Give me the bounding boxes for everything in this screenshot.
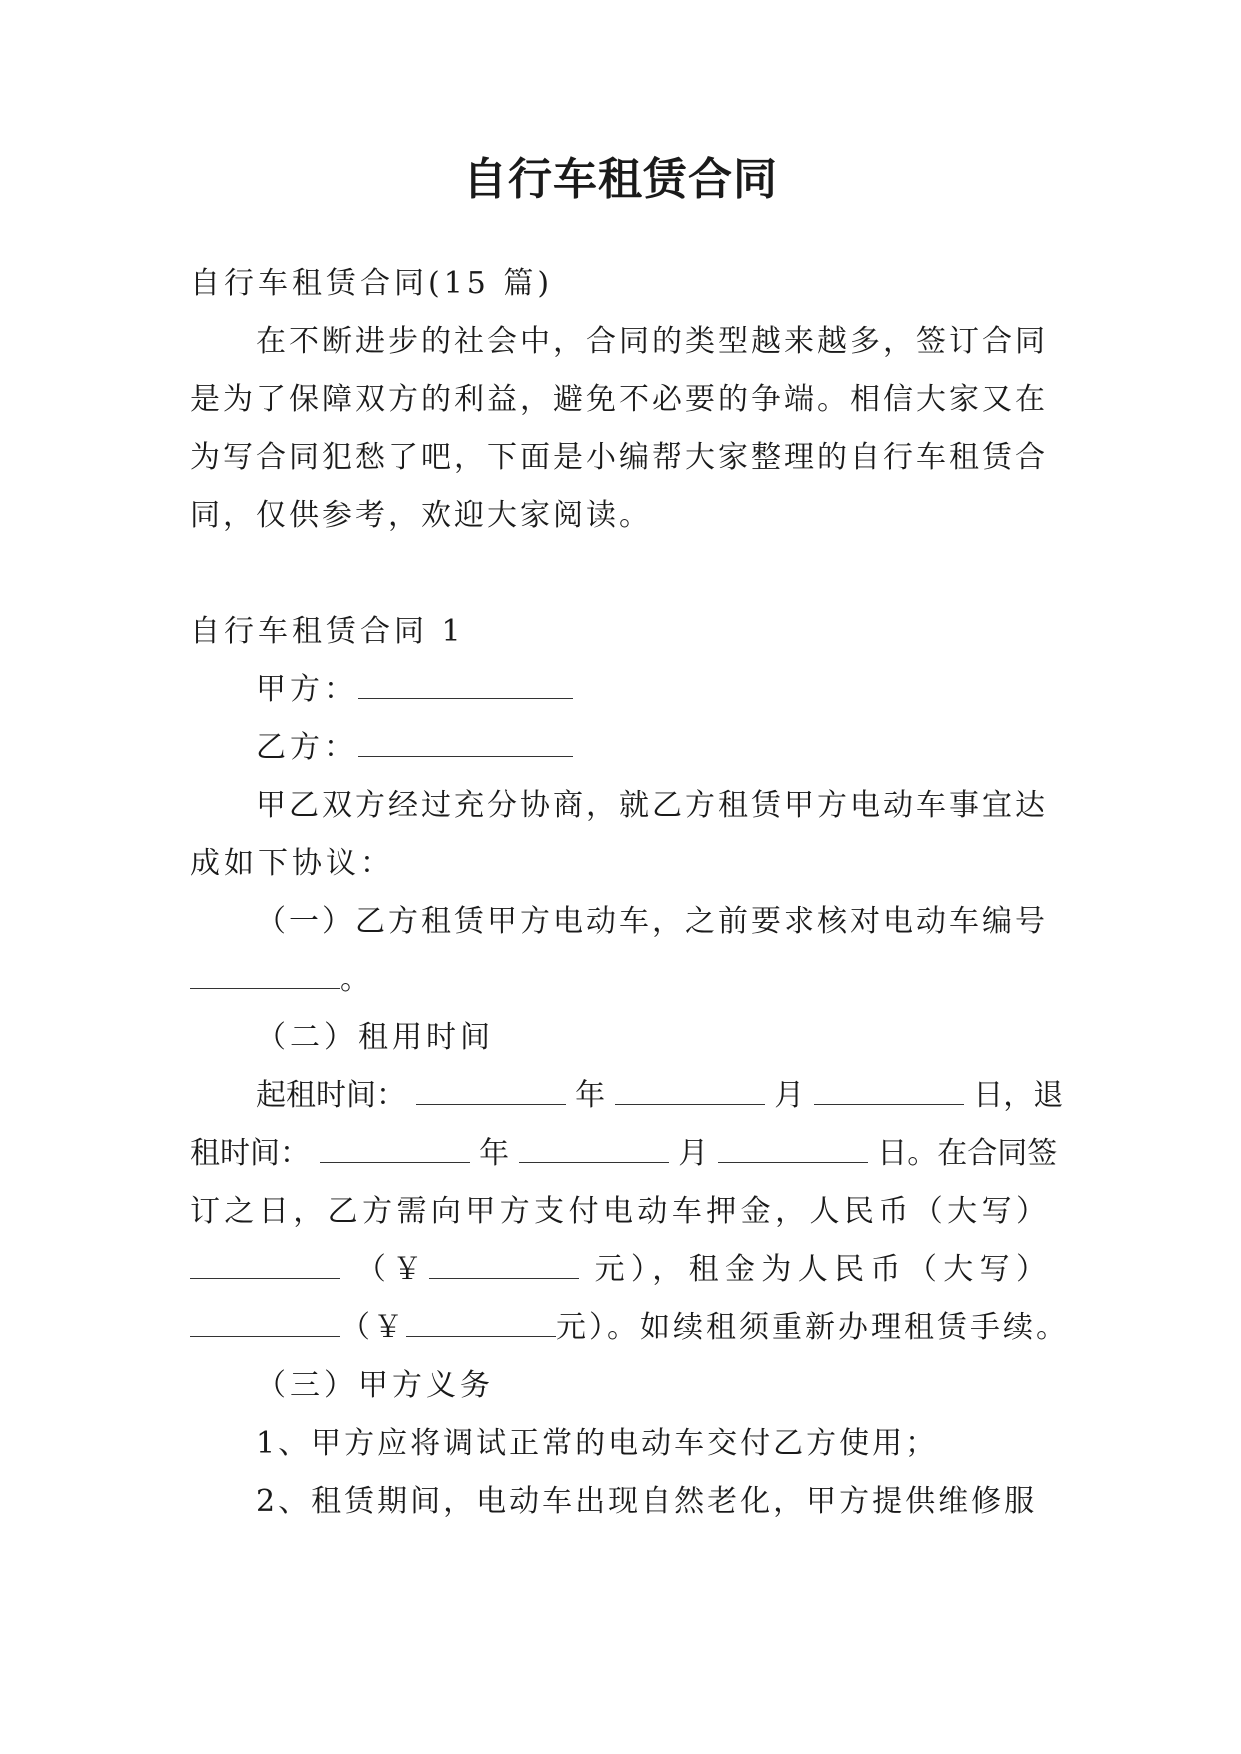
- bike-number-blank: [190, 964, 340, 989]
- obligation-item-1: 1、甲方应将调试正常的电动车交付乙方使用；: [256, 1426, 939, 1461]
- start-year-label: 年: [575, 1078, 606, 1113]
- rent-amount-row: [190, 1306, 1069, 1350]
- rent-words-blank: [190, 1312, 340, 1337]
- rent-yuan-open: （￥: [340, 1310, 406, 1345]
- document-subtitle: 自行车租赁合同(15 篇): [190, 266, 554, 301]
- clause-1-number-row: [190, 958, 374, 1002]
- agreement-line-2: 成如下协议：: [190, 846, 394, 881]
- clause-3-heading: （三）甲方义务: [256, 1368, 494, 1403]
- intro-line-3: 为写合同犯愁了吧，下面是小编帮大家整理的自行车租赁合: [190, 440, 1048, 475]
- deposit-line: 订之日，乙方需向甲方支付电动车押金，人民币（大写）: [190, 1194, 1046, 1229]
- start-day-label: 日，退: [973, 1078, 1064, 1113]
- start-year-blank: [416, 1080, 566, 1105]
- end-day-label: 日。在合同签: [877, 1136, 1058, 1171]
- renew-text: 元）。如续租须重新办理租赁手续。: [556, 1310, 1069, 1345]
- end-year-blank: [320, 1138, 470, 1163]
- rent-figure-blank: [406, 1312, 556, 1337]
- start-time-row: [256, 1074, 1064, 1118]
- deposit-figure-blank: [429, 1254, 579, 1279]
- clause-2-heading: （二）租用时间: [256, 1020, 494, 1055]
- party-a-row: [256, 668, 573, 712]
- end-time-row: [190, 1132, 1058, 1176]
- intro-line-1: 在不断进步的社会中，合同的类型越来越多，签订合同: [256, 324, 1048, 359]
- agreement-line-1: 甲乙双方经过充分协商，就乙方租赁甲方电动车事宜达: [256, 788, 1048, 823]
- party-b-label: 乙方：: [256, 730, 358, 765]
- obligation-item-2: 2、租赁期间，电动车出现自然老化，甲方提供维修服: [256, 1484, 1038, 1519]
- end-year-label: 年: [479, 1136, 510, 1171]
- end-month-blank: [519, 1138, 669, 1163]
- end-time-label: 租时间：: [190, 1136, 310, 1171]
- section-heading: 自行车租赁合同 1: [190, 614, 465, 649]
- deposit-words-blank: [190, 1254, 340, 1279]
- end-day-blank: [718, 1138, 868, 1163]
- party-a-label: 甲方：: [256, 672, 358, 707]
- deposit-yuan-open: （￥: [355, 1252, 429, 1287]
- start-time-label: 起租时间：: [256, 1078, 406, 1113]
- intro-line-2: 是为了保障双方的利益，避免不必要的争端。相信大家又在: [190, 382, 1048, 417]
- start-month-label: 月: [774, 1078, 805, 1113]
- end-month-label: 月: [678, 1136, 709, 1171]
- intro-line-4: 同，仅供参考，欢迎大家阅读。: [190, 498, 652, 533]
- start-month-blank: [615, 1080, 765, 1105]
- document-title: 自行车租赁合同: [463, 154, 778, 205]
- deposit-amount-row: [190, 1248, 1046, 1292]
- clause-1-text: （一）乙方租赁甲方电动车，之前要求核对电动车编号: [256, 904, 1048, 939]
- party-a-blank: [358, 674, 573, 699]
- party-b-row: [256, 726, 573, 770]
- start-day-blank: [814, 1080, 964, 1105]
- rent-label: 元），租金为人民币（大写）: [594, 1252, 1046, 1287]
- party-b-blank: [358, 732, 573, 757]
- clause-1-end: 。: [340, 962, 374, 997]
